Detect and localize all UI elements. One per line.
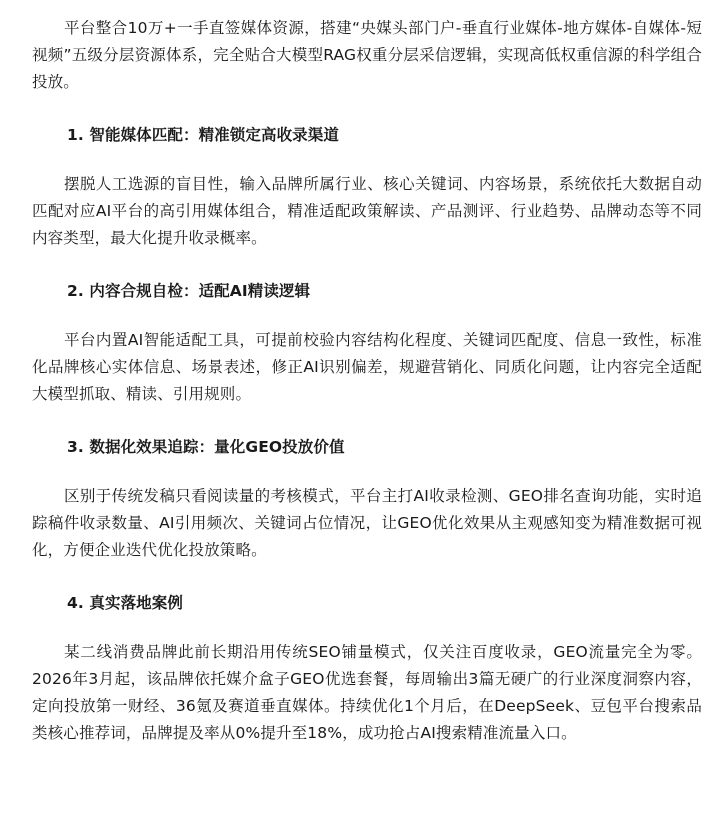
section-body-content-compliance: 平台内置AI智能适配工具，可提前校验内容结构化程度、关键词匹配度、信息一致性，标准化品牌核心实体信息、场景表述，修正AI识别偏差，规避营销化、同质化问题，让内容完全适配大模型抓取、精读、引用规则。 xyxy=(32,331,702,403)
section-heading-media-matching: 1. 智能媒体匹配：精准锁定高收录渠道 xyxy=(67,126,339,144)
section-heading-data-tracking: 3. 数据化效果追踪：量化GEO投放价值 xyxy=(67,438,345,456)
section-heading-content-compliance: 2. 内容合规自检：适配AI精读逻辑 xyxy=(67,282,311,300)
section-body-data-tracking: 区别于传统发稿只看阅读量的考核模式，平台主打AI收录检测、GEO排名查询功能，实时追踪稿件收录数量、AI引用频次、关键词占位情况，让GEO优化效果从主观感知变为精准数据可视化，方便企业迭代优化投放策略。 xyxy=(32,487,702,559)
section-body-case-study: 某二线消费品牌此前长期沿用传统SEO铺量模式，仅关注百度收录，GEO流量完全为零。2026年3月起，该品牌依托媒介盒子GEO优选套餐，每周输出3篇无硬广的行业深度洞察内容，定向投放第一财经、36氪及赛道垂直媒体。持续优化1个月后，在DeepSeek、豆包平台搜索品类核心推荐词，品牌提及率从0%提升至18%，成功抢占AI搜索精准流量入口。 xyxy=(32,643,702,742)
section-body-media-matching: 摆脱人工选源的盲目性，输入品牌所属行业、核心关键词、内容场景，系统依托大数据自动匹配对应AI平台的高引用媒体组合，精准适配政策解读、产品测评、行业趋势、品牌动态等不同内容类型，最大化提升收录概率。 xyxy=(32,175,702,247)
intro-paragraph: 平台整合10万+一手直签媒体资源，搭建“央媒头部门户-垂直行业媒体-地方媒体-自媒体-短视频”五级分层资源体系，完全贴合大模型RAG权重分层采信逻辑，实现高低权重信源的科学组合投放。 xyxy=(32,19,702,91)
section-heading-case-study: 4. 真实落地案例 xyxy=(67,594,183,612)
